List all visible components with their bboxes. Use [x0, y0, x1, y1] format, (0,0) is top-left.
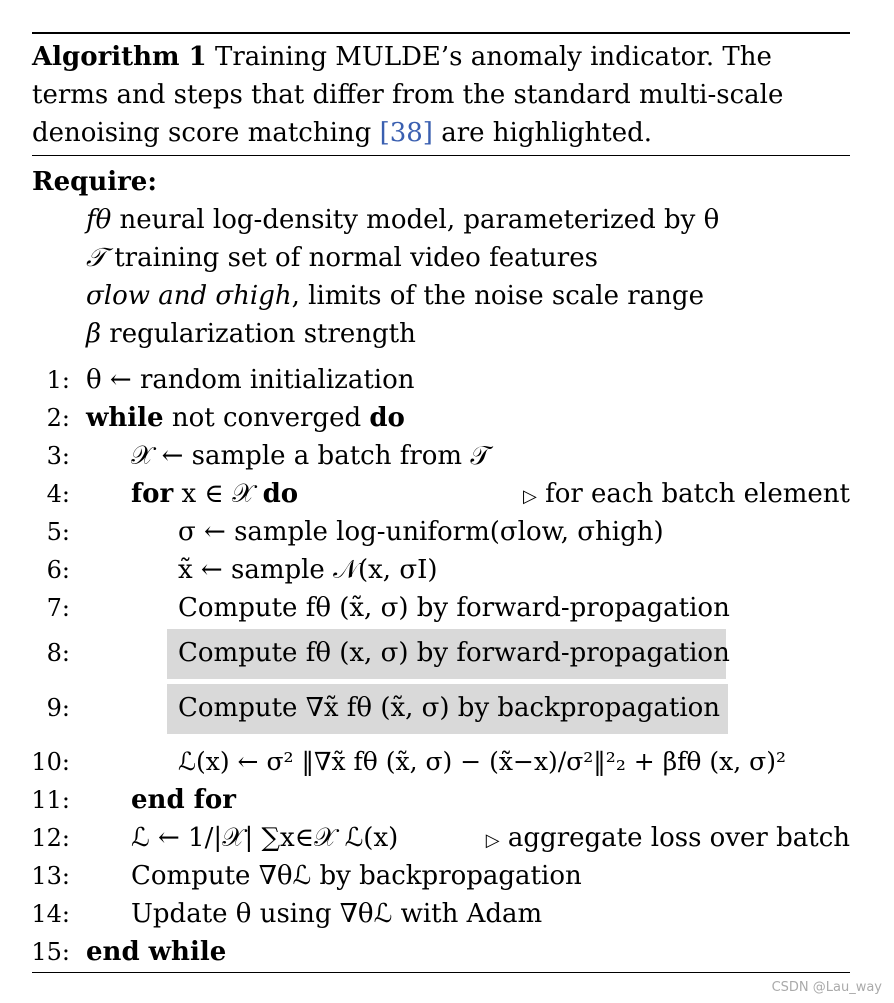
- algorithm-line-11: end for: [131, 785, 236, 815]
- require-symbol: β: [86, 319, 102, 349]
- caption-rule: [32, 155, 850, 156]
- for-expression: x ∈ 𝒳: [181, 479, 255, 509]
- algorithm-line-1: θ ← random initialization: [86, 365, 415, 395]
- line-number: 6:: [46, 556, 70, 584]
- require-text: neural log-density model, parameterized by θ: [119, 205, 720, 235]
- caption-text-end: are highlighted.: [441, 118, 653, 148]
- line-number: 12:: [31, 824, 70, 852]
- require-heading: Require:: [32, 167, 157, 197]
- line-number: 7:: [46, 594, 70, 622]
- bottom-rule: [32, 972, 850, 973]
- require-symbol: fθ: [86, 205, 112, 235]
- require-text: regularization strength: [109, 319, 416, 349]
- comment-triangle-icon: ▷: [485, 830, 500, 851]
- caption-text: Training MULDE’s anomaly indicator. The terms and steps that differ from the standard multi-scale denoising score matching: [32, 42, 784, 148]
- line-number: 5:: [46, 518, 70, 546]
- algorithm-line-9: Compute ∇x̃ fθ (x̃, σ) by backpropagation: [178, 693, 721, 723]
- algorithm-caption: [32, 38, 850, 152]
- require-item: [86, 205, 719, 235]
- line-number: 8:: [46, 639, 70, 667]
- line-number: 9:: [46, 694, 70, 722]
- algorithm-line-14: Update θ using ∇θℒ with Adam: [131, 899, 543, 929]
- algorithm-line-6: x̃ ← sample 𝒩(x, σI): [178, 555, 438, 585]
- line-number: 14:: [31, 900, 70, 928]
- keyword-do: do: [369, 403, 405, 433]
- require-text: training set of normal video features: [114, 243, 598, 273]
- line-number: 11:: [31, 786, 70, 814]
- watermark: CSDN @Lau_way: [771, 980, 882, 995]
- algorithm-label: Algorithm 1: [32, 42, 207, 72]
- comment-line-12: [486, 823, 850, 856]
- citation-link[interactable]: [38]: [379, 118, 433, 148]
- algorithm-line-3: 𝒳 ← sample a batch from 𝒯: [131, 441, 491, 471]
- algorithm-line-5: σ ← sample log-uniform(σlow, σhigh): [178, 517, 664, 547]
- algorithm-line-13: Compute ∇θℒ by backpropagation: [131, 861, 582, 891]
- require-symbol: σlow and σhigh: [86, 281, 292, 311]
- keyword-do: do: [262, 479, 299, 509]
- require-item: [86, 243, 598, 273]
- line-number: 2:: [46, 404, 70, 432]
- algorithm-line-10: ℒ(x) ← σ² ‖∇x̃ fθ (x̃, σ) − (x̃−x)/σ²‖²₂ + βfθ (x, σ)²: [178, 747, 786, 776]
- line-number: 15:: [31, 938, 70, 966]
- comment-text: for each batch element: [545, 479, 850, 509]
- comment-triangle-icon: ▷: [522, 486, 537, 507]
- keyword-for: for: [131, 479, 174, 509]
- algorithm-line-7: Compute fθ (x̃, σ) by forward-propagation: [178, 593, 730, 623]
- require-symbol: 𝒯: [86, 243, 106, 273]
- comment-text: aggregate loss over batch: [507, 823, 850, 853]
- algorithm-line-12: ℒ ← 1/|𝒳| ∑x∈𝒳 ℒ(x): [131, 823, 399, 853]
- algorithm-line-2: [86, 403, 405, 433]
- line-number: 4:: [46, 480, 70, 508]
- require-item: [86, 319, 416, 349]
- keyword-while: while: [86, 403, 164, 433]
- line-number: 1:: [46, 366, 70, 394]
- algorithm-line-15: end while: [86, 937, 227, 967]
- comment-line-4: [523, 479, 850, 512]
- line-number: 13:: [31, 862, 70, 890]
- require-item: [86, 281, 704, 311]
- require-text: , limits of the noise scale range: [291, 281, 704, 311]
- top-rule: [32, 32, 850, 34]
- line-number: 3:: [46, 442, 70, 470]
- algorithm-line-8: Compute fθ (x, σ) by forward-propagation: [178, 638, 730, 668]
- line-number: 10:: [31, 748, 70, 776]
- algorithm-line-4: [131, 479, 298, 509]
- while-condition: not converged: [171, 403, 362, 433]
